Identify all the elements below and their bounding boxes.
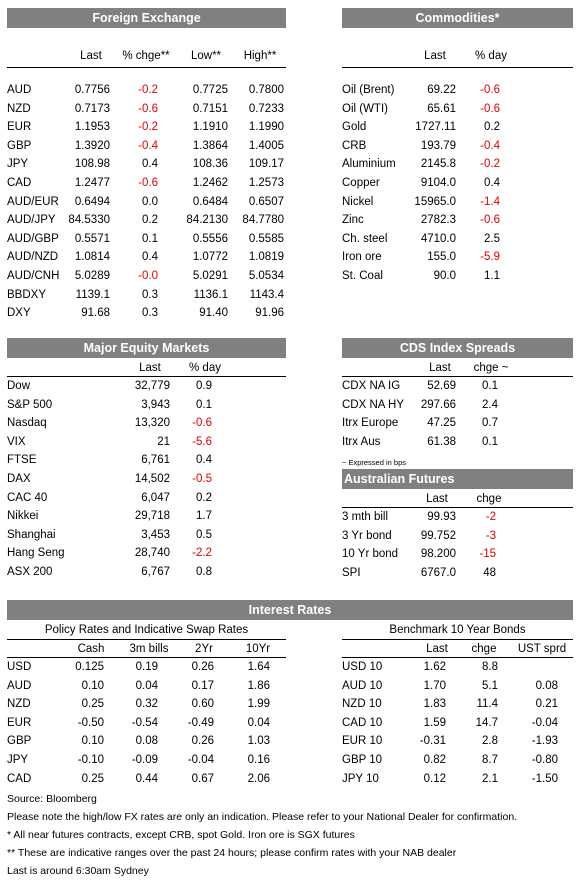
equity-row-cell-name: Shanghai: [7, 528, 56, 541]
commodities-row-cell-name: St. Coal: [342, 270, 383, 282]
cds-row-cell-name: Itrx Europe: [342, 417, 399, 430]
policy-row-cell-10yr: 1.03: [247, 735, 270, 748]
fx-row-cell-high: 84.7780: [242, 214, 284, 227]
futures-row-cell-chge: -3: [485, 529, 496, 542]
fx-row-cell-chge: -0.4: [138, 139, 158, 152]
fx-col-last: Last: [80, 50, 102, 62]
fx-row-cell-last: 84.5330: [68, 214, 110, 227]
commodities-col-last: Last: [424, 50, 446, 62]
bonds-row-cell-chge: 8.7: [482, 754, 498, 766]
equity-row-cell-day: 0.9: [196, 380, 212, 392]
bonds-row-cell-name: USD 10: [342, 661, 383, 673]
commodities-row-cell-last: 155.0: [427, 251, 456, 264]
fx-row-cell-pair: NZD: [7, 102, 31, 115]
bonds-row-cell-sprd: -0.04: [531, 716, 558, 729]
policy-row-cell-2yr: 0.60: [191, 698, 214, 711]
fx-row-cell-high: 91.96: [255, 307, 284, 320]
policy-row-cell-cash: -0.10: [77, 754, 104, 766]
fx-row-cell-low: 5.0291: [192, 270, 228, 282]
equity-col-last: Last: [139, 362, 161, 374]
equity-row-cell-last: 6,767: [141, 566, 170, 578]
policy-col-2yr: 2Yr: [195, 643, 213, 655]
cds-row-cell-chge: 0.1: [482, 380, 498, 392]
commodities-row-cell-last: 69.22: [427, 84, 456, 96]
equity-row-cell-day: 0.5: [196, 528, 212, 541]
policy-col-3m: 3m bills: [129, 643, 169, 655]
commodities-row-cell-day: -0.6: [480, 84, 500, 96]
commodities-row-cell-last: 1727.11: [415, 121, 456, 134]
bonds-row-cell-sprd: 0.21: [535, 698, 558, 711]
bonds-row-cell-last: 0.82: [423, 754, 446, 766]
commodities-row-cell-day: -0.2: [480, 158, 500, 171]
policy-rates-subtitle: Policy Rates and Indicative Swap Rates: [44, 624, 249, 636]
fx-row-cell-low: 0.7151: [192, 102, 228, 115]
bonds-col-last: Last: [426, 643, 448, 655]
bonds-row-cell-last: 1.70: [423, 679, 446, 692]
bonds-row-cell-chge: 5.1: [482, 679, 498, 692]
equity-row-cell-day: 0.2: [196, 491, 212, 504]
bonds-row-cell-last: -0.31: [419, 735, 446, 748]
note-ranges: ** These are indicative ranges over the past 24 hours; please confirm rates with your NAB dealer: [7, 847, 457, 859]
policy-row-cell-10yr: 1.99: [247, 698, 270, 711]
commodities-header-rule: [342, 67, 573, 68]
policy-row-cell-cash: 0.10: [81, 679, 104, 692]
equity-row-cell-name: FTSE: [7, 454, 37, 467]
fx-row-cell-last: 0.5571: [74, 232, 110, 245]
policy-row-cell-cash: 0.10: [81, 735, 104, 748]
fx-col-low: Low**: [190, 50, 222, 62]
fx-row-cell-last: 0.7756: [74, 84, 110, 96]
fx-row-cell-pair: EUR: [7, 121, 32, 134]
commodities-row-cell-day: -0.6: [480, 102, 500, 115]
equity-row-cell-name: Hang Seng: [7, 547, 65, 560]
note-futures: * All near futures contracts, except CRB, spot Gold. Iron ore is SGX futures: [7, 829, 355, 841]
policy-row-cell-10yr: 0.04: [247, 716, 270, 729]
fx-row-cell-last: 0.7173: [74, 102, 110, 115]
commodities-row-cell-last: 193.79: [420, 139, 456, 152]
fx-row-cell-low: 91.40: [199, 307, 228, 320]
fx-row-cell-last: 1.0814: [74, 251, 110, 264]
bonds-row-cell-sprd: -1.50: [531, 772, 558, 785]
commodities-row-cell-name: CRB: [342, 139, 367, 152]
bonds-row-cell-sprd: 0.08: [535, 679, 558, 692]
commodities-row-cell-name: Ch. steel: [342, 232, 388, 245]
equity-row-cell-name: Dow: [7, 380, 31, 392]
fx-row-cell-high: 109.17: [248, 158, 284, 171]
futures-row-cell-last: 99.752: [420, 529, 456, 542]
bonds-row-cell-chge: 14.7: [475, 716, 498, 729]
fx-row-cell-chge: 0.0: [142, 195, 158, 208]
rates-header: Interest Rates: [7, 600, 573, 620]
fx-row-cell-pair: JPY: [7, 158, 29, 171]
equity-row-cell-last: 3,943: [141, 398, 170, 411]
futures-row-cell-name: 3 mth bill: [342, 511, 389, 523]
bonds-subtitle: Benchmark 10 Year Bonds: [389, 624, 526, 636]
futures-col-chge: chge: [476, 493, 502, 505]
fx-row-cell-low: 0.6484: [192, 195, 228, 208]
cds-col-chge: chge ~: [473, 362, 509, 374]
commodities-row-cell-last: 65.61: [427, 102, 456, 115]
bonds-row-cell-name: JPY 10: [342, 772, 379, 785]
policy-row-cell-3m: 0.04: [135, 679, 158, 692]
bonds-row-cell-chge: 2.8: [482, 735, 498, 748]
policy-row-cell-3m: 0.44: [135, 772, 158, 785]
equity-row-cell-last: 6,761: [141, 454, 170, 467]
bonds-row-cell-last: 1.59: [423, 716, 446, 729]
fx-header-rule: [7, 67, 286, 68]
policy-row-cell-ccy: GBP: [7, 735, 32, 748]
policy-row-cell-cash: 0.125: [75, 661, 104, 673]
fx-row-cell-chge: 0.1: [142, 232, 158, 245]
fx-row-cell-pair: GBP: [7, 139, 32, 152]
fx-row-cell-high: 5.0534: [248, 270, 284, 282]
policy-row-cell-10yr: 0.16: [247, 754, 270, 766]
bonds-row-cell-last: 0.12: [423, 772, 446, 785]
policy-row-cell-2yr: -0.04: [187, 754, 214, 766]
commodities-row-cell-name: Oil (Brent): [342, 84, 395, 96]
fx-row-cell-last: 1.1953: [74, 121, 110, 134]
fx-row-cell-low: 0.7725: [192, 84, 228, 96]
fx-row-cell-chge: -0.2: [138, 84, 158, 96]
fx-row-cell-last: 91.68: [81, 307, 110, 320]
commodities-row-cell-last: 9104.0: [420, 177, 456, 189]
fx-header: Foreign Exchange: [7, 8, 286, 28]
commodities-row-cell-day: 1.1: [484, 270, 500, 282]
bonds-row-cell-sprd: [520, 658, 558, 676]
cds-row-cell-name: Itrx Aus: [342, 435, 381, 448]
cds-row-cell-chge: 2.4: [482, 398, 498, 411]
futures-row-cell-last: 99.93: [427, 511, 456, 523]
equity-row-cell-name: CAC 40: [7, 491, 48, 504]
equity-row-cell-day: -0.6: [192, 417, 212, 430]
commodities-header: Commodities*: [342, 8, 573, 28]
cds-row-cell-name: CDX NA IG: [342, 380, 401, 392]
policy-row-cell-2yr: -0.49: [187, 716, 214, 729]
commodities-row-cell-day: -5.9: [480, 251, 500, 264]
fx-row-cell-chge: 0.3: [142, 307, 158, 320]
note-fx-indication: Please note the high/low FX rates are only an indication. Please refer to your National Dealer for confirmation.: [7, 811, 518, 823]
futures-row-cell-last: 6767.0: [420, 566, 456, 579]
cds-row-cell-last: 61.38: [427, 435, 456, 448]
fx-row-cell-low: 108.36: [192, 158, 228, 171]
fx-row-cell-pair: BBDXY: [7, 288, 46, 301]
policy-row-cell-3m: 0.32: [135, 698, 158, 711]
bonds-row-cell-chge: 11.4: [476, 698, 498, 711]
equity-row-cell-last: 14,502: [134, 473, 170, 485]
commodities-row-cell-day: 2.5: [484, 232, 500, 245]
commodities-row-cell-day: 0.2: [484, 121, 500, 134]
cds-footnote: ~ Expressed in bps: [342, 458, 406, 467]
commodities-row-cell-last: 2145.8: [420, 158, 456, 171]
fx-row-cell-pair: AUD/JPY: [7, 214, 56, 227]
policy-col-cash: Cash: [77, 643, 105, 655]
cds-row-cell-chge: 0.1: [482, 435, 498, 448]
cds-row-cell-last: 52.69: [427, 380, 456, 392]
equity-row-cell-day: 0.4: [196, 454, 212, 467]
fx-row-cell-low: 0.5556: [192, 232, 228, 245]
policy-row-cell-cash: 0.25: [81, 698, 104, 711]
fx-row-cell-high: 0.7233: [248, 102, 284, 115]
bonds-row-cell-name: NZD 10: [342, 698, 382, 711]
bonds-row-cell-chge: 2.1: [482, 772, 498, 785]
commodities-row-cell-name: Oil (WTI): [342, 102, 388, 115]
fx-row-cell-high: 1.2573: [248, 177, 284, 189]
futures-col-last: Last: [426, 493, 448, 505]
fx-row-cell-low: 1.1910: [192, 121, 228, 134]
bonds-row-cell-name: AUD 10: [342, 679, 383, 692]
equity-row-cell-last: 32,779: [134, 380, 170, 392]
policy-row-cell-2yr: 0.67: [191, 772, 214, 785]
policy-row-cell-ccy: NZD: [7, 698, 31, 711]
commodities-row-cell-name: Gold: [342, 121, 367, 134]
commodities-row-cell-name: Nickel: [342, 195, 374, 208]
equity-row-cell-last: 3,453: [141, 528, 170, 541]
bonds-col-chge: chge: [471, 643, 497, 655]
equity-row-cell-name: Nasdaq: [7, 417, 47, 430]
equity-row-cell-day: 0.1: [196, 398, 212, 411]
equity-header: Major Equity Markets: [7, 338, 286, 358]
equity-row-cell-name: S&P 500: [7, 398, 53, 411]
policy-row-cell-3m: -0.09: [131, 754, 158, 766]
fx-row-cell-pair: AUD/CNH: [7, 270, 60, 282]
note-source: Source: Bloomberg: [7, 793, 97, 805]
commodities-row-cell-day: -0.6: [480, 214, 500, 227]
fx-row-cell-pair: CAD: [7, 177, 32, 189]
bonds-row-cell-name: EUR 10: [342, 735, 383, 748]
policy-row-cell-cash: 0.25: [81, 772, 104, 785]
fx-row-cell-low: 84.2130: [186, 214, 228, 227]
fx-row-cell-last: 0.6494: [74, 195, 110, 208]
fx-col-chge: % chge**: [122, 50, 170, 62]
commodities-row-cell-name: Aluminium: [342, 158, 396, 171]
policy-row-cell-3m: -0.54: [131, 716, 158, 729]
commodities-row-cell-name: Zinc: [342, 214, 364, 227]
cds-row-cell-last: 297.66: [420, 398, 456, 411]
bonds-row-cell-sprd: -0.80: [531, 754, 558, 766]
bonds-row-cell-name: GBP 10: [342, 754, 383, 766]
fx-col-high: High**: [243, 50, 277, 62]
fx-row-cell-pair: AUD/GBP: [7, 232, 59, 245]
policy-row-cell-ccy: JPY: [7, 754, 29, 766]
fx-row-cell-chge: -0.6: [138, 102, 158, 115]
fx-row-cell-low: 1.3864: [192, 139, 228, 152]
commodities-row-cell-name: Copper: [342, 177, 380, 189]
fx-row-cell-pair: AUD: [7, 84, 32, 96]
fx-row-cell-chge: 0.4: [142, 251, 158, 264]
commodities-row-cell-day: -0.4: [480, 139, 500, 152]
fx-row-cell-pair: DXY: [7, 307, 31, 320]
fx-row-cell-last: 108.98: [74, 158, 110, 171]
bonds-row-cell-sprd: -1.93: [531, 735, 558, 748]
equity-row-cell-day: 0.8: [196, 566, 212, 578]
fx-row-cell-last: 5.0289: [74, 270, 110, 282]
futures-row-cell-chge: 48: [483, 566, 496, 579]
equity-col-day: % day: [189, 362, 221, 374]
fx-row-cell-chge: -0.6: [138, 177, 158, 189]
commodities-row-cell-last: 4710.0: [420, 232, 456, 245]
policy-row-cell-10yr: 1.64: [247, 661, 270, 673]
fx-row-cell-pair: AUD/EUR: [7, 195, 59, 208]
fx-row-cell-chge: 0.4: [142, 158, 158, 171]
policy-row-cell-3m: 0.08: [135, 735, 158, 748]
cds-col-last: Last: [429, 362, 451, 374]
fx-row-cell-last: 1.3920: [74, 139, 110, 152]
futures-row-cell-last: 98.200: [420, 548, 456, 561]
fx-row-cell-low: 1136.1: [193, 288, 228, 301]
commodities-row-cell-day: 0.4: [484, 177, 500, 189]
fx-row-cell-pair: AUD/NZD: [7, 251, 59, 264]
bonds-row-cell-chge: 8.8: [482, 661, 498, 673]
policy-row-cell-2yr: 0.17: [191, 679, 214, 692]
equity-row-cell-name: DAX: [7, 473, 31, 485]
equity-row-cell-day: 1.7: [196, 510, 212, 523]
fx-row-cell-high: 1.0819: [248, 251, 284, 264]
cds-row-cell-chge: 0.7: [482, 417, 498, 430]
commodities-row-cell-last: 15965.0: [414, 195, 456, 208]
policy-row-cell-ccy: USD: [7, 661, 32, 673]
fx-row-cell-high: 0.7800: [248, 84, 284, 96]
equity-row-cell-last: 13,320: [134, 417, 170, 430]
policy-row-cell-ccy: EUR: [7, 716, 32, 729]
bonds-row-cell-last: 1.62: [423, 661, 446, 673]
policy-row-cell-2yr: 0.26: [191, 735, 214, 748]
policy-row-cell-ccy: AUD: [7, 679, 32, 692]
fx-row-cell-high: 1143.4: [249, 288, 284, 301]
fx-row-cell-high: 0.6507: [248, 195, 284, 208]
futures-header: Australian Futures: [342, 469, 573, 489]
bonds-col-sprd: UST sprd: [517, 643, 567, 655]
fx-row-cell-last: 1139.1: [75, 288, 110, 301]
futures-row-cell-chge: -15: [479, 548, 496, 561]
equity-row-cell-day: -5.6: [192, 435, 212, 448]
fx-row-cell-chge: -0.2: [138, 121, 158, 134]
bonds-row-cell-last: 1.83: [423, 698, 446, 711]
cds-header: CDS Index Spreads: [342, 338, 573, 358]
futures-row-cell-name: 3 Yr bond: [342, 529, 392, 542]
fx-row-cell-last: 1.2477: [74, 177, 110, 189]
futures-row-cell-name: SPI: [342, 566, 361, 579]
note-time: Last is around 6:30am Sydney: [7, 865, 149, 877]
policy-row-cell-cash: -0.50: [77, 716, 104, 729]
policy-row-cell-ccy: CAD: [7, 772, 32, 785]
cds-row-cell-last: 47.25: [427, 417, 456, 430]
fx-row-cell-high: 1.1990: [248, 121, 284, 134]
policy-row-cell-10yr: 2.06: [247, 772, 270, 785]
commodities-row-cell-day: -1.4: [480, 195, 500, 208]
policy-col-10yr: 10Yr: [245, 643, 271, 655]
fx-row-cell-low: 1.0772: [192, 251, 228, 264]
futures-row-cell-name: 10 Yr bond: [342, 548, 399, 561]
equity-row-cell-name: ASX 200: [7, 566, 53, 578]
fx-row-cell-chge: -0.0: [138, 270, 158, 282]
commodities-col-day: % day: [475, 50, 507, 62]
fx-row-cell-low: 1.2462: [192, 177, 228, 189]
equity-row-cell-last: 29,718: [134, 510, 170, 523]
fx-row-cell-chge: 0.3: [142, 288, 158, 301]
equity-row-cell-last: 21: [157, 435, 170, 448]
fx-row-cell-high: 0.5585: [248, 232, 284, 245]
equity-row-cell-day: -0.5: [192, 473, 212, 485]
fx-row-cell-chge: 0.2: [142, 214, 158, 227]
fx-row-cell-high: 1.4005: [248, 139, 284, 152]
equity-row-cell-name: Nikkei: [7, 510, 39, 523]
cds-row-cell-name: CDX NA HY: [342, 398, 404, 411]
policy-row-cell-10yr: 1.86: [247, 679, 270, 692]
commodities-row-cell-name: Iron ore: [342, 251, 382, 264]
equity-row-cell-last: 6,047: [141, 491, 170, 504]
policy-row-cell-2yr: 0.26: [191, 661, 214, 673]
bonds-row-cell-name: CAD 10: [342, 716, 383, 729]
policy-row-cell-3m: 0.19: [135, 661, 158, 673]
equity-row-cell-last: 28,740: [134, 547, 170, 560]
commodities-row-cell-last: 2782.3: [420, 214, 456, 227]
equity-row-cell-day: -2.2: [192, 547, 212, 560]
equity-row-cell-name: VIX: [7, 435, 26, 448]
commodities-row-cell-last: 90.0: [433, 270, 456, 282]
futures-row-cell-chge: -2: [485, 511, 496, 523]
